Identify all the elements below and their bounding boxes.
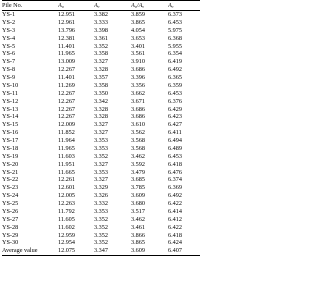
value-cell: 3.671 xyxy=(131,97,145,105)
value-cell: 3.517 xyxy=(131,207,145,215)
value-cell: 12.601 xyxy=(58,184,76,192)
pile-number-cell: Average value xyxy=(2,247,38,255)
pile-number-cell: YS-24 xyxy=(2,192,19,200)
value-cell: 6.354 xyxy=(168,50,182,58)
table-row xyxy=(2,200,200,208)
value-cell: 6.492 xyxy=(168,66,182,74)
value-cell: 3.326 xyxy=(94,192,108,200)
value-cell: 6.427 xyxy=(168,121,182,129)
table-row xyxy=(2,184,200,192)
column-header: Aᵤ xyxy=(94,1,100,9)
value-cell: 6.476 xyxy=(168,168,182,176)
value-cell: 3.352 xyxy=(94,152,108,160)
value-cell: 12.267 xyxy=(58,105,76,113)
value-cell: 6.376 xyxy=(168,97,182,105)
pile-number-cell: YS-25 xyxy=(2,200,19,207)
pile-number-cell: YS-18 xyxy=(2,144,19,152)
value-cell: 12.951 xyxy=(58,11,76,18)
value-cell: 3.350 xyxy=(94,89,108,97)
pile-number-cell: YS-19 xyxy=(2,152,19,160)
pile-number-cell: YS-27 xyxy=(2,215,19,223)
table-row xyxy=(2,27,200,35)
value-cell: 3.562 xyxy=(131,129,145,137)
table-row xyxy=(2,145,200,153)
table-row xyxy=(2,19,200,27)
value-cell: 3.401 xyxy=(131,42,145,50)
value-cell: 3.865 xyxy=(131,239,145,247)
value-cell: 3.859 xyxy=(131,11,145,18)
value-cell: 3.327 xyxy=(94,121,108,129)
value-cell: 3.328 xyxy=(94,105,108,113)
value-cell: 6.412 xyxy=(168,215,182,223)
value-cell: 11.602 xyxy=(58,223,75,231)
value-cell: 12.267 xyxy=(58,97,76,105)
value-cell: 3.353 xyxy=(94,207,108,215)
value-cell: 5.955 xyxy=(168,42,182,50)
pile-number-cell: YS-10 xyxy=(2,81,19,89)
value-cell: 3.328 xyxy=(94,113,108,121)
value-cell: 3.568 xyxy=(131,144,145,152)
value-cell: 3.396 xyxy=(131,74,145,81)
pile-number-cell: YS-13 xyxy=(2,105,19,113)
value-cell: 3.686 xyxy=(131,113,145,121)
table-row xyxy=(2,153,200,161)
value-cell: 12.267 xyxy=(58,66,76,74)
value-cell: 6.411 xyxy=(168,129,182,137)
table-row xyxy=(2,216,200,224)
value-cell: 11.269 xyxy=(58,81,75,89)
table-row xyxy=(2,43,200,51)
table-body xyxy=(2,11,200,256)
value-cell: 3.356 xyxy=(131,81,145,89)
value-cell: 6.407 xyxy=(168,247,182,255)
table-row xyxy=(2,58,200,66)
table-row xyxy=(2,239,200,247)
pile-number-cell: YS-3 xyxy=(2,26,16,34)
value-cell: 6.453 xyxy=(168,18,182,26)
table-row xyxy=(2,50,200,58)
value-cell: 11.401 xyxy=(58,74,75,81)
table-row xyxy=(2,11,200,19)
value-cell: 11.951 xyxy=(58,160,75,168)
value-cell: 3.353 xyxy=(94,137,108,144)
column-header: A₀/Aᵤ xyxy=(131,1,145,9)
table-row xyxy=(2,74,200,82)
value-cell: 3.327 xyxy=(94,129,108,137)
value-cell: 3.342 xyxy=(94,97,108,105)
value-cell: 3.352 xyxy=(94,239,108,247)
value-cell: 6.494 xyxy=(168,137,182,144)
value-cell: 3.561 xyxy=(131,50,145,58)
value-cell: 3.680 xyxy=(131,200,145,207)
pile-number-cell: YS-26 xyxy=(2,207,19,215)
table-row xyxy=(2,208,200,216)
value-cell: 13.009 xyxy=(58,58,76,66)
pile-number-cell: YS-17 xyxy=(2,137,19,144)
value-cell: 3.609 xyxy=(131,192,145,200)
pile-number-cell: YS-23 xyxy=(2,184,19,192)
table-row xyxy=(2,232,200,240)
value-cell: 3.328 xyxy=(94,66,108,74)
pile-number-cell: YS-12 xyxy=(2,97,19,105)
value-cell: 3.333 xyxy=(94,18,108,26)
table-row xyxy=(2,137,200,145)
value-cell: 11.852 xyxy=(58,129,75,137)
value-cell: 6.424 xyxy=(168,239,182,247)
value-cell: 11.603 xyxy=(58,152,75,160)
value-cell: 3.685 xyxy=(131,176,145,184)
value-cell: 12.954 xyxy=(58,239,76,247)
pile-number-cell: YS-30 xyxy=(2,239,19,247)
value-cell: 6.374 xyxy=(168,176,182,184)
value-cell: 5.975 xyxy=(168,26,182,34)
value-cell: 3.352 xyxy=(94,215,108,223)
value-cell: 3.462 xyxy=(131,152,145,160)
value-cell: 12.381 xyxy=(58,34,76,42)
value-cell: 3.866 xyxy=(131,231,145,239)
value-cell: 3.865 xyxy=(131,18,145,26)
pile-number-cell: YS-20 xyxy=(2,160,19,168)
pile-number-cell: YS-7 xyxy=(2,58,16,66)
value-cell: 12.075 xyxy=(58,247,76,255)
value-cell: 3.382 xyxy=(94,11,108,18)
pile-number-cell: YS-28 xyxy=(2,223,19,231)
value-cell: 11.965 xyxy=(58,50,75,58)
value-cell: 6.368 xyxy=(168,34,182,42)
value-cell: 3.327 xyxy=(94,176,108,184)
value-cell: 3.462 xyxy=(131,215,145,223)
value-cell: 11.792 xyxy=(58,207,75,215)
value-cell: 6.453 xyxy=(168,89,182,97)
data-table xyxy=(2,0,200,256)
value-cell: 3.353 xyxy=(94,168,108,176)
value-cell: 6.359 xyxy=(168,81,182,89)
column-header: A₀ xyxy=(58,1,64,9)
value-cell: 12.961 xyxy=(58,18,76,26)
value-cell: 6.373 xyxy=(168,11,182,18)
value-cell: 13.796 xyxy=(58,26,76,34)
value-cell: 3.361 xyxy=(94,34,108,42)
value-cell: 3.329 xyxy=(94,184,108,192)
value-cell: 11.401 xyxy=(58,42,75,50)
pile-number-cell: YS-21 xyxy=(2,168,19,176)
average-row xyxy=(2,247,200,255)
pile-number-cell: YS-15 xyxy=(2,121,19,129)
value-cell: 3.479 xyxy=(131,168,145,176)
value-cell: 6.453 xyxy=(168,152,182,160)
value-cell: 6.414 xyxy=(168,207,182,215)
value-cell: 11.965 xyxy=(58,144,75,152)
value-cell: 3.461 xyxy=(131,223,145,231)
pile-number-cell: YS-9 xyxy=(2,74,16,81)
value-cell: 6.489 xyxy=(168,144,182,152)
value-cell: 3.352 xyxy=(94,223,108,231)
value-cell: 3.568 xyxy=(131,137,145,144)
value-cell: 3.686 xyxy=(131,105,145,113)
value-cell: 12.009 xyxy=(58,121,76,129)
table-row xyxy=(2,129,200,137)
value-cell: 3.327 xyxy=(94,160,108,168)
value-cell: 6.429 xyxy=(168,105,182,113)
value-cell: 3.352 xyxy=(94,42,108,50)
value-cell: 3.357 xyxy=(94,74,108,81)
value-cell: 6.418 xyxy=(168,160,182,168)
value-cell: 3.609 xyxy=(131,247,145,255)
value-cell: 6.369 xyxy=(168,184,182,192)
value-cell: 3.910 xyxy=(131,58,145,66)
value-cell: 4.054 xyxy=(131,26,145,34)
table-row xyxy=(2,161,200,169)
value-cell: 3.653 xyxy=(131,34,145,42)
table-row xyxy=(2,90,200,98)
value-cell: 3.352 xyxy=(94,231,108,239)
value-cell: 6.422 xyxy=(168,223,182,231)
value-cell: 3.398 xyxy=(94,26,108,34)
table-row xyxy=(2,224,200,232)
value-cell: 3.662 xyxy=(131,89,145,97)
value-cell: 3.358 xyxy=(94,50,108,58)
table-row xyxy=(2,169,200,177)
value-cell: 12.263 xyxy=(58,200,76,207)
value-cell: 6.419 xyxy=(168,58,182,66)
pile-number-cell: YS-16 xyxy=(2,129,19,137)
value-cell: 3.332 xyxy=(94,200,108,207)
value-cell: 6.422 xyxy=(168,200,182,207)
pile-number-cell: YS-22 xyxy=(2,176,19,184)
table-row xyxy=(2,176,200,184)
value-cell: 6.423 xyxy=(168,113,182,121)
value-cell: 11.964 xyxy=(58,137,75,144)
column-header: Aᵤ xyxy=(168,1,174,9)
value-cell: 6.418 xyxy=(168,231,182,239)
value-cell: 12.261 xyxy=(58,176,76,184)
table-row xyxy=(2,35,200,43)
value-cell: 6.365 xyxy=(168,74,182,81)
table-row xyxy=(2,82,200,90)
table-row xyxy=(2,121,200,129)
table-header-row xyxy=(2,1,200,11)
pile-number-cell: YS-29 xyxy=(2,231,19,239)
table-row xyxy=(2,192,200,200)
value-cell: 6.492 xyxy=(168,192,182,200)
value-cell: 3.327 xyxy=(94,58,108,66)
value-cell: 12.267 xyxy=(58,113,76,121)
value-cell: 12.267 xyxy=(58,89,76,97)
value-cell: 3.785 xyxy=(131,184,145,192)
table-row xyxy=(2,98,200,106)
pile-number-cell: YS-5 xyxy=(2,42,16,50)
pile-number-cell: YS-8 xyxy=(2,66,16,74)
value-cell: 3.686 xyxy=(131,66,145,74)
value-cell: 12.005 xyxy=(58,192,76,200)
value-cell: 11.665 xyxy=(58,168,75,176)
table-row xyxy=(2,113,200,121)
value-cell: 3.353 xyxy=(94,144,108,152)
pile-number-cell: YS-1 xyxy=(2,11,16,18)
column-header: Pile No. xyxy=(2,1,23,9)
pile-number-cell: YS-4 xyxy=(2,34,16,42)
pile-number-cell: YS-6 xyxy=(2,50,16,58)
table-row xyxy=(2,66,200,74)
pile-number-cell: YS-14 xyxy=(2,113,19,121)
value-cell: 11.605 xyxy=(58,215,75,223)
value-cell: 3.358 xyxy=(94,81,108,89)
pile-number-cell: YS-2 xyxy=(2,18,16,26)
value-cell: 3.592 xyxy=(131,160,145,168)
pile-number-cell: YS-11 xyxy=(2,89,18,97)
value-cell: 3.347 xyxy=(94,247,108,255)
table-row xyxy=(2,106,200,114)
value-cell: 3.610 xyxy=(131,121,145,129)
value-cell: 12.959 xyxy=(58,231,76,239)
table-header xyxy=(2,1,200,11)
